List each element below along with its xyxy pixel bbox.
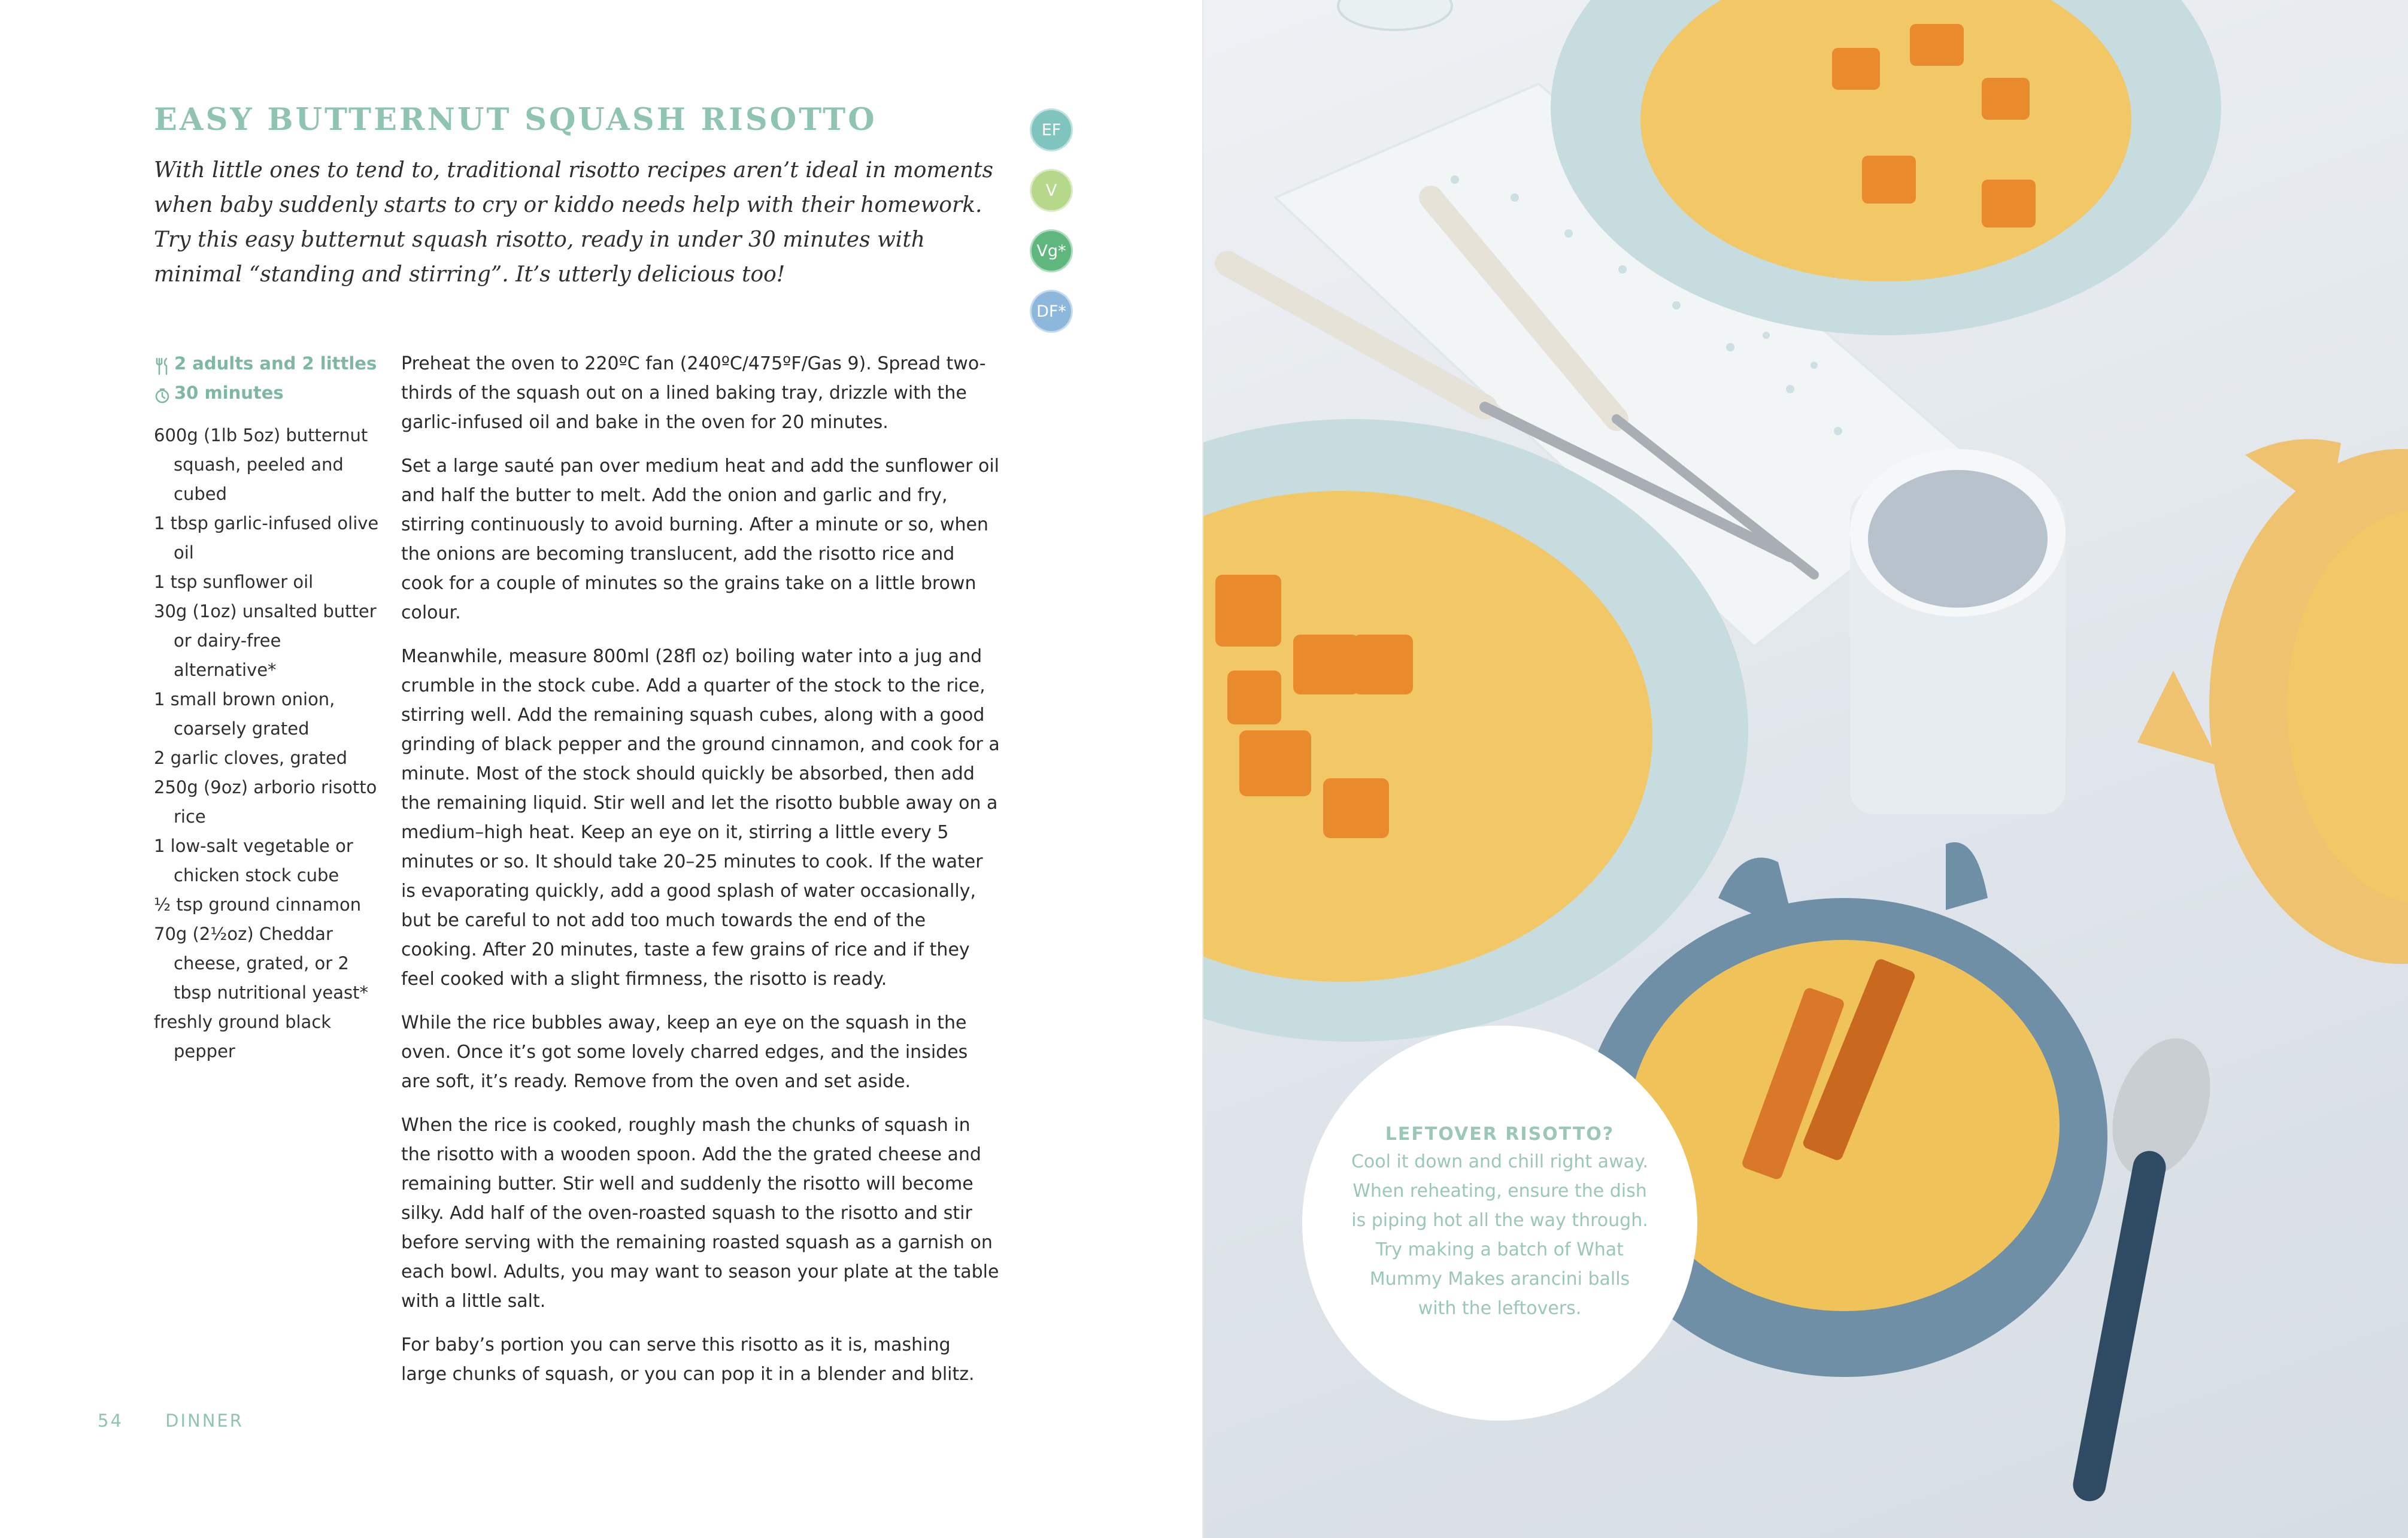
method-step: For baby’s portion you can serve this risotto as it is, mashing large chunks of squash, or you can pop it in a blender and blitz. bbox=[401, 1334, 975, 1385]
tip-body: Cool it down and chill right away. When reheating, ensure the dish is piping hot all the way through. Try making a batch of What Mummy Makes arancini balls with the leftovers. bbox=[1351, 1151, 1648, 1319]
method-step: Meanwhile, measure 800ml (28fl oz) boiling water into a jug and crumble in the stock cube. Add a quarter of the stock to the rice, stirring well. Add the remaining squash cubes, along with a good grinding of black pepper and the ground cinnamon, and cook for a minute. Most of the stock should quickly be absorbed, then add the remaining liquid. Stir well and let the risotto bubble away on a medium–high heat. Keep an eye on it, stirring a little every 5 minutes or so. It should take 20–25 minutes to cook. If the water is evaporating quickly, add a good splash of water occasionally, but be careful to not add too much towards the end of the cooking. After 20 minutes, taste a few grains of rice and if they feel cooked with a slight firmness, the risotto is ready. bbox=[401, 646, 1000, 990]
spoon-handle bbox=[2089, 1167, 2149, 1485]
badge-egg-free: EF bbox=[1030, 108, 1073, 151]
ingredient-item: 2 garlic cloves, grated bbox=[154, 748, 348, 768]
recipe-meta bbox=[154, 349, 387, 1066]
page-number: 54 bbox=[98, 1410, 123, 1431]
ingredient-item: 600g (1lb 5oz) butternut squash, peeled and cubed bbox=[154, 425, 368, 504]
ingredient-item: 250g (9oz) arborio risotto rice bbox=[154, 777, 377, 827]
ingredient-item: 1 tsp sunflower oil bbox=[154, 572, 314, 592]
cat-ear bbox=[1946, 842, 1988, 910]
method-step: Set a large sauté pan over medium heat and add the sunflower oil and half the butter to melt. Add the onion and garlic and fry, stirring continuously to avoid burning. After a minute or so, when the onions are becoming translucent, add the risotto rice and cook for a couple of minutes so the grains take on a little brown colour. bbox=[401, 456, 1000, 623]
ingredient-list bbox=[154, 421, 387, 1066]
servings bbox=[154, 349, 387, 378]
badge-vegan: Vg* bbox=[1030, 229, 1073, 272]
ingredient-item: 1 low-salt vegetable or chicken stock cube bbox=[154, 836, 353, 885]
leftover-tip bbox=[1302, 1026, 1697, 1421]
ingredient-item: 1 small brown onion, coarsely grated bbox=[154, 689, 335, 739]
badge-dairy-free: DF* bbox=[1030, 290, 1073, 333]
method bbox=[401, 349, 1000, 1403]
ingredient-item: ½ tsp ground cinnamon bbox=[154, 894, 362, 915]
ingredient-item: 1 tbsp garlic-infused olive oil bbox=[154, 513, 379, 563]
method-step: When the rice is cooked, roughly mash the chunks of squash in the risotto with a wooden spoon. Add the the grated cheese and remaining butter. Stir well and suddenly the risotto will become silky. Add half of the oven-roasted squash to the risotto and stir before serving with the remaining roasted squash as a garnish on each bowl. Adults, you may want to season your plate at the table with a little salt. bbox=[401, 1115, 999, 1312]
clock-icon bbox=[154, 384, 171, 402]
cook-time bbox=[154, 378, 387, 408]
cat-ear bbox=[2137, 671, 2221, 766]
glass bbox=[1338, 0, 1452, 30]
fork-knife-icon bbox=[154, 355, 171, 373]
method-step: Preheat the oven to 220ºC fan (240ºC/475ºF/Gas 9). Spread two-thirds of the squash out on a lined baking tray, drizzle with the garlic-infused oil and bake in the oven for 20 minutes. bbox=[401, 353, 986, 433]
section-name: DINNER bbox=[165, 1410, 244, 1431]
ingredient-item: 70g (2½oz) Cheddar cheese, grated, or 2 tbsp nutritional yeast* bbox=[154, 924, 368, 1003]
cup-inside bbox=[1868, 470, 2048, 608]
ingredient-item: 30g (1oz) unsalted butter or dairy-free alternative* bbox=[154, 601, 377, 680]
badge-vegetarian: V bbox=[1030, 169, 1073, 212]
diet-badges bbox=[1030, 108, 1075, 350]
tip-title: LEFTOVER RISOTTO? bbox=[1385, 1123, 1615, 1145]
recipe-title: EASY BUTTERNUT SQUASH RISOTTO bbox=[154, 102, 877, 138]
servings-text: 2 adults and 2 littles bbox=[174, 353, 377, 374]
left-page bbox=[0, 0, 1203, 1538]
cook-time-text: 30 minutes bbox=[174, 383, 284, 403]
page-footer bbox=[98, 1410, 244, 1431]
recipe-intro: With little ones to tend to, traditional risotto recipes aren’t ideal in moments when baby suddenly starts to cry or kiddo needs help with their homework. Try this easy butternut squash risotto, ready in under 30 minutes with minimal “standing and stirring”. It’s utterly delicious too! bbox=[154, 158, 993, 287]
method-step: While the rice bubbles away, keep an eye on the squash in the oven. Once it’s got some lovely charred edges, and the insides are soft, it’s ready. Remove from the oven and set aside. bbox=[401, 1012, 968, 1092]
ingredient-item: freshly ground black pepper bbox=[154, 1012, 332, 1061]
